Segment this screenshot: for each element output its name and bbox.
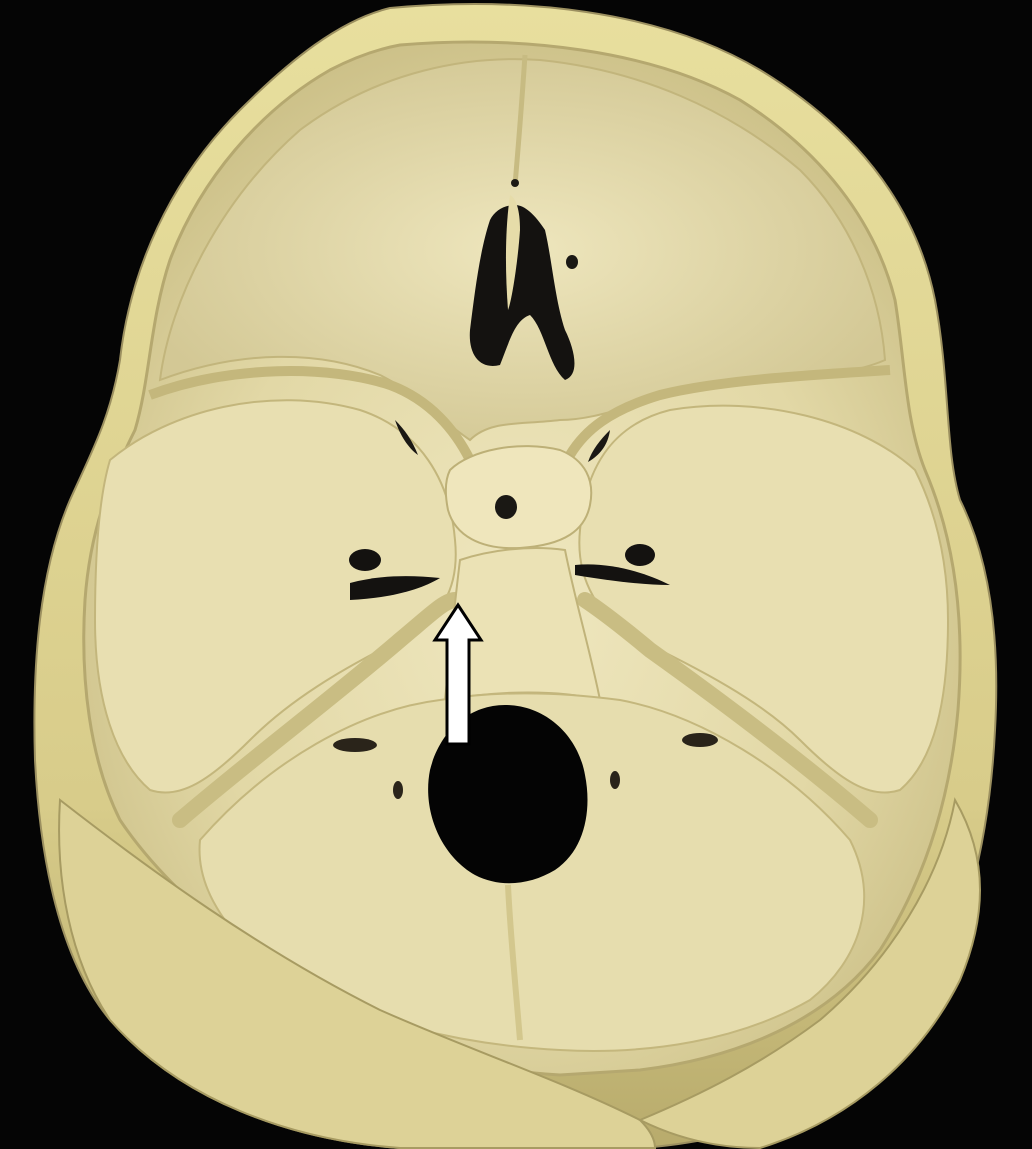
hypoglossal-canal-right [610,771,620,789]
foramen-ovale-left [349,549,381,571]
jugular-foramen-right [682,733,718,747]
foramen-ovale-right [625,544,655,566]
sella-turcica [446,446,591,548]
hypoglossal-canal-left [393,781,403,799]
jugular-foramen-left [333,738,377,752]
foramen-cecum [511,179,519,187]
sella-foramen [495,495,517,519]
small-foramen [566,255,578,269]
